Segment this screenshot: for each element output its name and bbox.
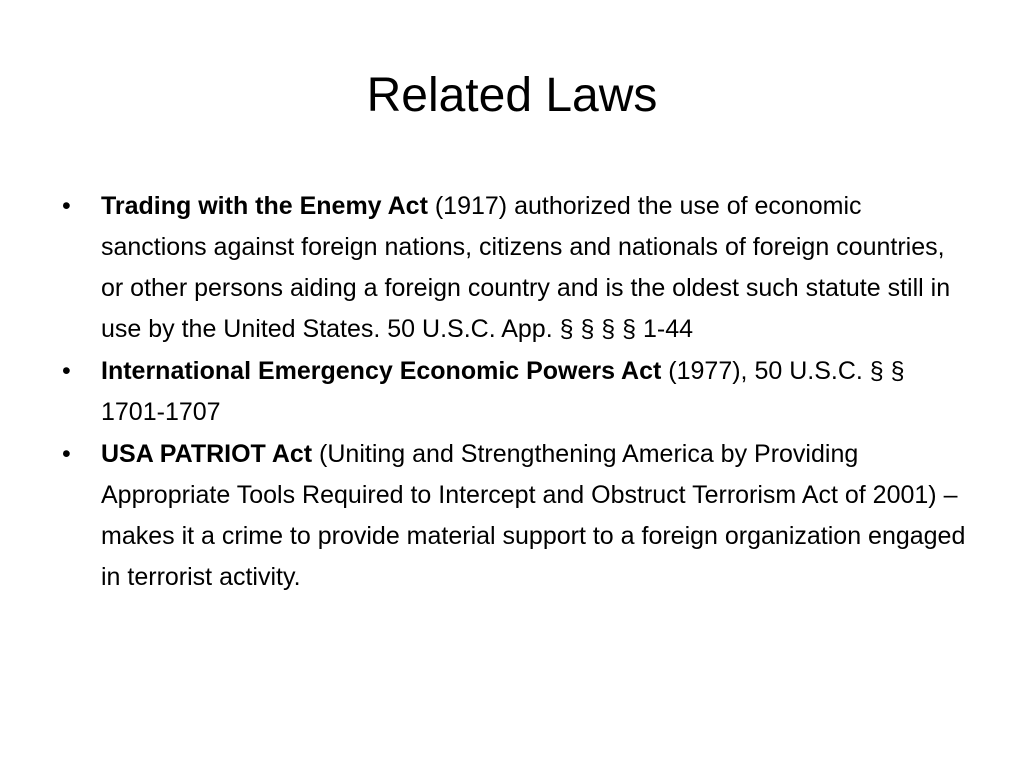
act-name: USA PATRIOT Act xyxy=(101,440,313,468)
act-name: International Emergency Economic Powers Act xyxy=(101,357,662,385)
act-description: (1917) authorized the use of economic sanctions against foreign nations, citizens and nationals of foreign countries, or other persons aiding a foreign country and is the oldest such statute still in use by the United States. 50 U.S.C. App. § § § § 1-44 xyxy=(101,192,951,343)
act-description: (1977), 50 U.S.C. § § 1701-1707 xyxy=(101,357,905,426)
bullet-icon: • xyxy=(62,440,71,468)
bullet-list xyxy=(62,186,967,599)
bullet-item-trading-with-enemy-act xyxy=(62,186,967,350)
act-description: (Uniting and Strengthening America by Providing Appropriate Tools Required to Intercept and Obstruct Terrorism Act of 2001) – makes it a crime to provide material support to a foreign organization engaged in terrorist activity. xyxy=(101,440,966,591)
bullet-item-usa-patriot-act xyxy=(62,434,967,598)
bullet-icon: • xyxy=(62,357,71,385)
bullet-icon: • xyxy=(62,192,71,220)
bullet-item-ieepa xyxy=(62,351,967,433)
act-name: Trading with the Enemy Act xyxy=(101,192,428,220)
slide-title: Related Laws xyxy=(366,69,658,122)
